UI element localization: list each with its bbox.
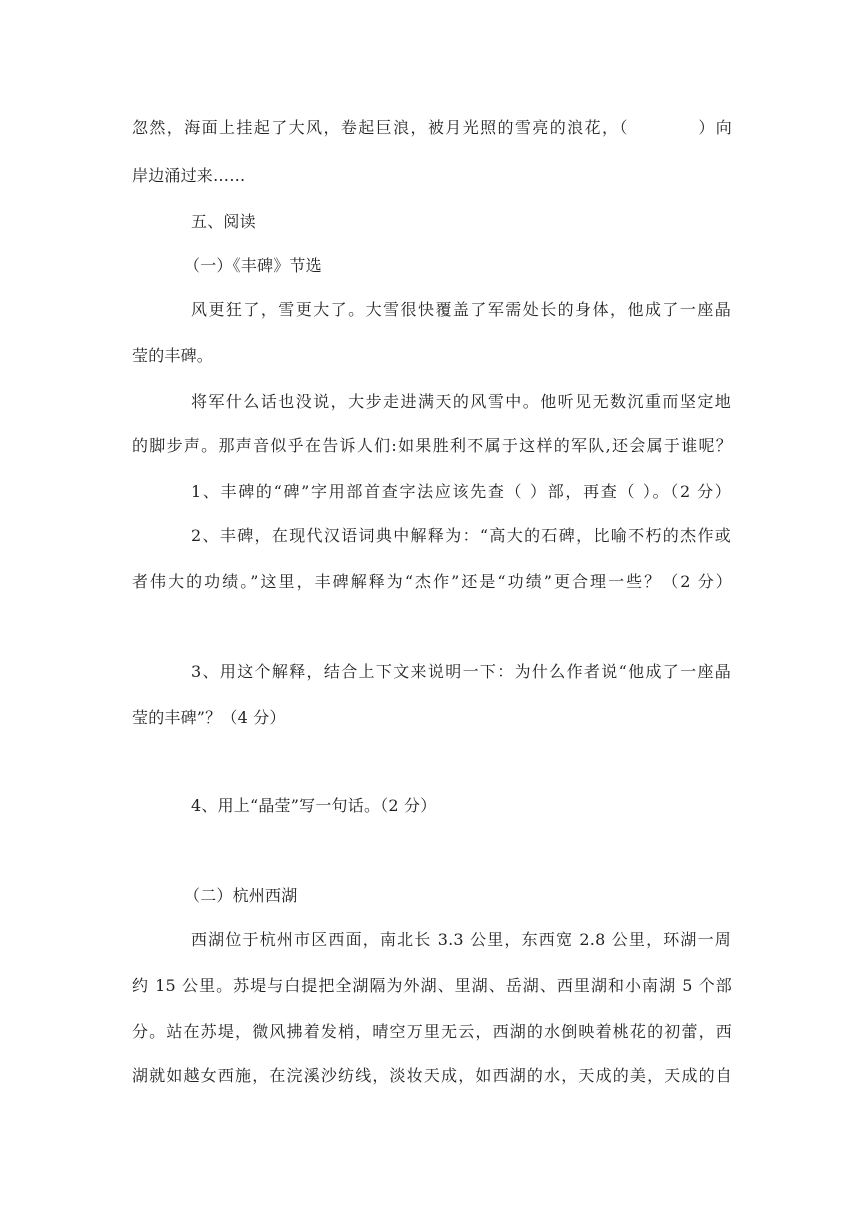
continuation-line-1: 忽然，海面上挂起了大风，卷起巨浪，被月光照的雪亮的浪花，（ ）向 [132, 118, 732, 137]
question-3-line1: 3、用这个解释，结合上下文来说明一下：为什么作者说“他成了一座晶 [191, 662, 731, 681]
part2-para-line3: 分。站在苏堤，微风拂着发梢，晴空万里无云，西湖的水倒映着桃花的初蕾，西 [132, 1022, 732, 1041]
question-1: 1、丰碑的“碑”字用部首查字法应该先查（ ）部，再查（ ）。（2 分） [191, 482, 731, 501]
section-title: 五、阅读 [191, 212, 256, 231]
question-3-line2: 莹的丰碑”？（4 分） [132, 708, 286, 727]
part1-para1-line1: 风更狂了，雪更大了。大雪很快覆盖了军需处长的身体，他成了一座晶 [191, 300, 731, 319]
part1-para1-line2: 莹的丰碑。 [132, 346, 214, 365]
question-2-line2: 者伟大的功绩。”这里，丰碑解释为“杰作”还是“功绩”更合理一些？（2 分） [132, 572, 732, 591]
part1-title: （一）《丰碑》节选 [184, 256, 322, 275]
part2-para-line2: 约 15 公里。苏堤与白提把全湖隔为外湖、里湖、岳湖、西里湖和小南湖 5 个部 [132, 976, 732, 995]
part2-para-line4: 湖就如越女西施，在浣溪沙纺线，淡妆天成，如西湖的水，天成的美，天成的自 [132, 1066, 732, 1085]
continuation-line-2: 岸边涌过来…… [132, 166, 246, 185]
question-4: 4、用上“晶莹”写一句话。（2 分） [191, 796, 437, 815]
part2-title: （二）杭州西湖 [184, 886, 298, 905]
part1-para2-line2: 的脚步声。那声音似乎在告诉人们:如果胜利不属于这样的军队,还会属于谁呢？ [132, 436, 732, 455]
question-2-line1: 2、丰碑，在现代汉语词典中解释为：“高大的石碑，比喻不朽的杰作或 [191, 526, 731, 545]
part2-para-line1: 西湖位于杭州市区西面，南北长 3.3 公里，东西宽 2.8 公里，环湖一周 [191, 930, 731, 949]
part1-para2-line1: 将军什么话也没说，大步走进满天的风雪中。他听见无数沉重而坚定地 [191, 392, 731, 411]
